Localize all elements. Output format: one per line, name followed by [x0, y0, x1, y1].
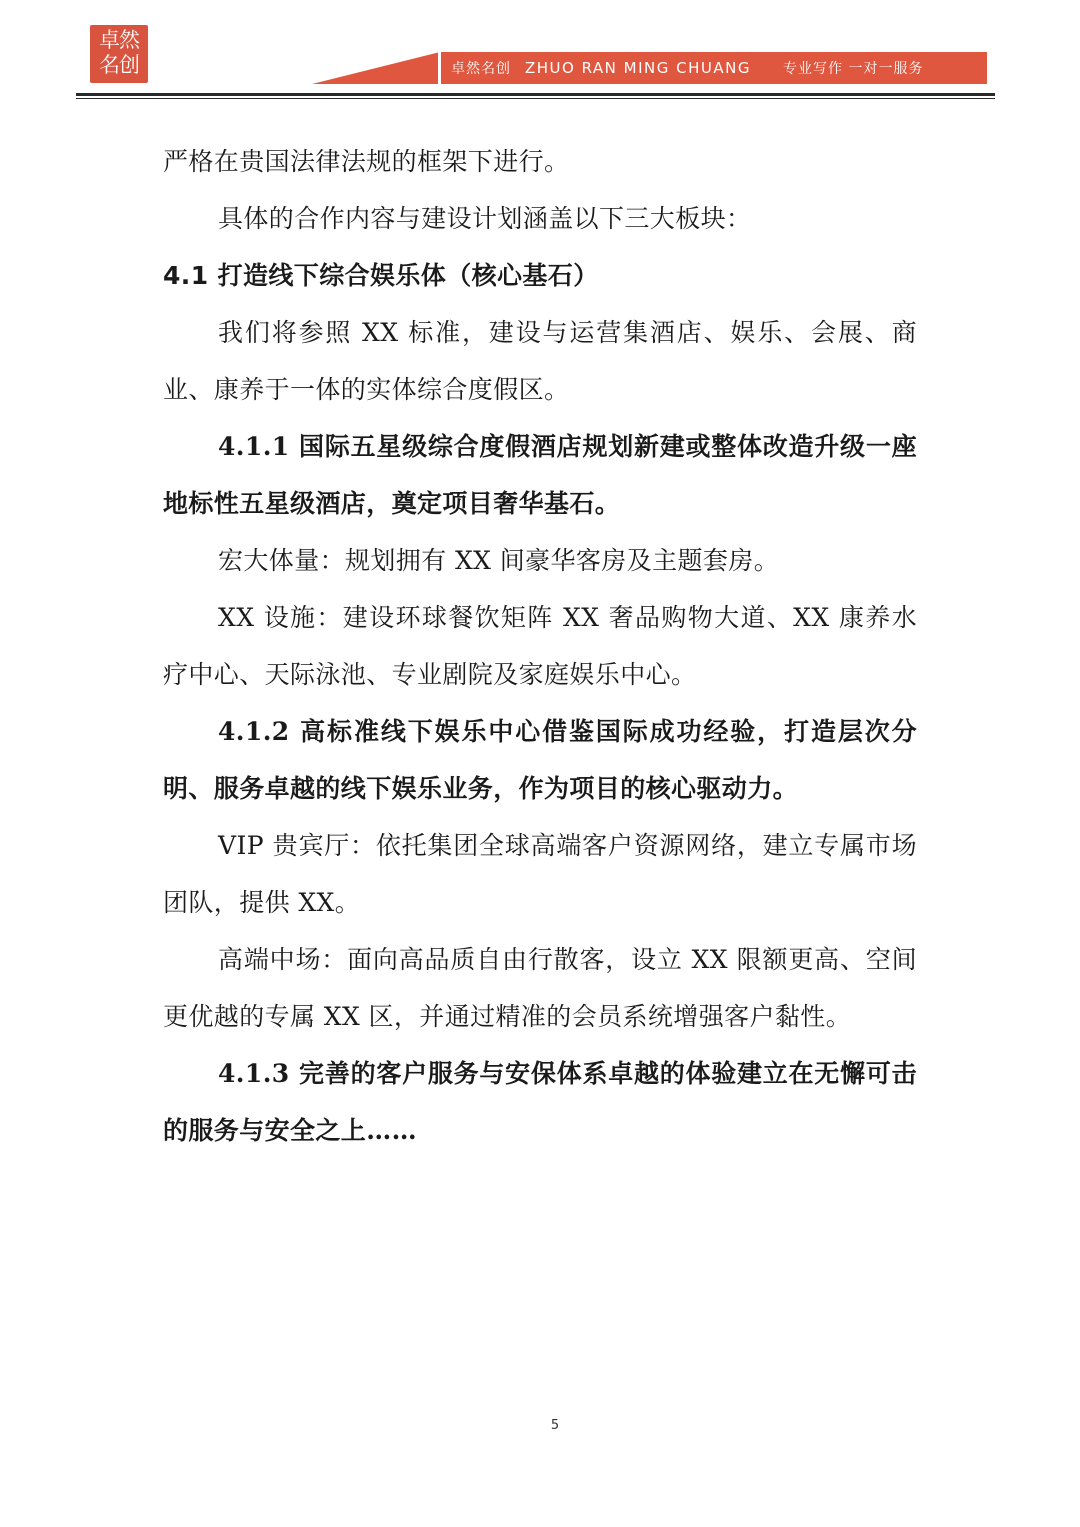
- header-rule-thick: [76, 93, 995, 96]
- document-body: [163, 133, 917, 1159]
- section-heading-4-1: 4.1 打造线下综合娱乐体（核心基石）: [163, 261, 599, 290]
- header-rule-thin: [76, 98, 995, 99]
- banner-wedge-decoration: [312, 52, 440, 84]
- paragraph-mass-market: 高端中场：面向高品质自由行散客，设立 XX 限额更高、空间更优越的专属 XX 区，并通过精准的会员系统增强客户黏性。: [163, 945, 917, 1031]
- paragraph-continuation: 严格在贵国法律法规的框架下进行。: [163, 147, 570, 176]
- subsection-4-1-2: 4.1.2 高标准线下娱乐中心借鉴国际成功经验，打造层次分明、服务卓越的线下娱乐业务，作为项目的核心驱动力。: [163, 717, 917, 803]
- banner-brand-cn: 卓然名创: [451, 61, 511, 77]
- header-banner: [438, 52, 987, 84]
- paragraph-intro: 具体的合作内容与建设计划涵盖以下三大板块：: [218, 204, 752, 233]
- logo-text-bottom: 名创: [99, 53, 139, 77]
- banner-brand-en: ZHUO RAN MING CHUANG: [525, 59, 751, 77]
- page-number: 5: [550, 1418, 560, 1433]
- paragraph-overview: 我们将参照 XX 标准，建设与运营集酒店、娱乐、会展、商业、康养于一体的实体综合度假区。: [163, 318, 917, 404]
- logo-text-top: 卓然: [99, 28, 139, 52]
- brand-logo: [90, 25, 148, 83]
- paragraph-scale: 宏大体量：规划拥有 XX 间豪华客房及主题套房。: [218, 546, 780, 575]
- paragraph-facilities: XX 设施：建设环球餐饮矩阵 XX 奢品购物大道、XX 康养水疗中心、天际泳池、专业剧院及家庭娱乐中心。: [163, 603, 917, 689]
- subsection-4-1-3: 4.1.3 完善的客户服务与安保体系卓越的体验建立在无懈可击的服务与安全之上……: [163, 1059, 917, 1145]
- subsection-4-1-1: 4.1.1 国际五星级综合度假酒店规划新建或整体改造升级一座地标性五星级酒店，奠定项目奢华基石。: [163, 432, 917, 518]
- banner-slogan: 专业写作 一对一服务: [783, 61, 924, 77]
- paragraph-vip: VIP 贵宾厅：依托集团全球高端客户资源网络，建立专属市场团队，提供 XX。: [163, 831, 917, 917]
